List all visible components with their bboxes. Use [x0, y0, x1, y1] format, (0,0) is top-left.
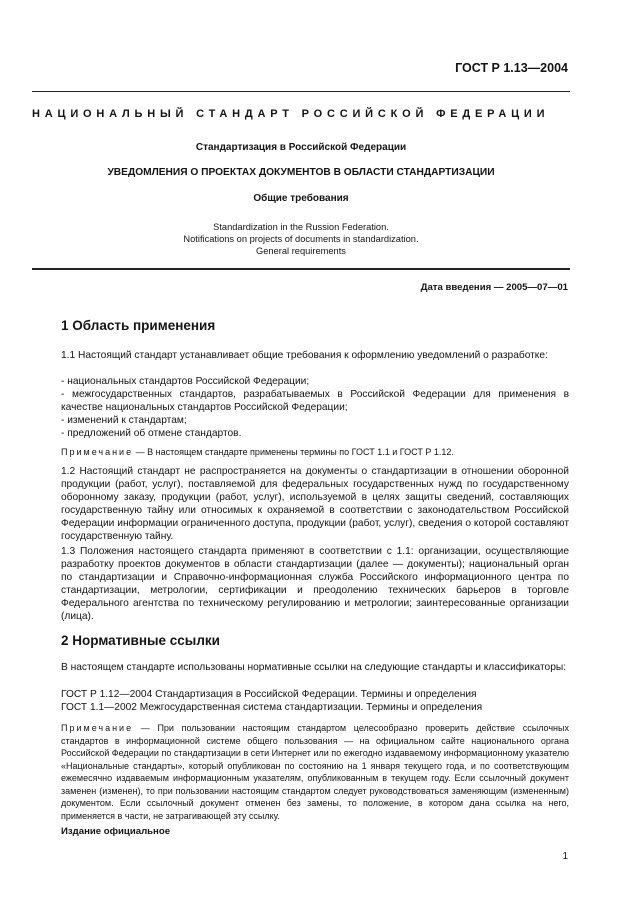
- reference-item: ГОСТ Р 1.12—2004 Стандартизация в Российской Федерации. Термины и определения: [61, 689, 477, 700]
- subtitle: Общие требования: [253, 193, 349, 204]
- note: [61, 446, 569, 459]
- national-standard-banner: НАЦИОНАЛЬНЫЙ СТАНДАРТ РОССИЙСКОЙ ФЕДЕРАЦИИ: [32, 108, 550, 120]
- note-label: Примечание: [61, 447, 134, 457]
- list-item: - изменений к стандартам;: [61, 415, 187, 426]
- section-heading: 2 Нормативные ссылки: [61, 633, 220, 648]
- list-item: - предложений об отмене стандартов.: [61, 428, 242, 439]
- paragraph-1-1: 1.1 Настоящий стандарт устанавливает общие требования к оформлению уведомлений о разработке:: [61, 350, 548, 361]
- document-code: ГОСТ Р 1.13—2004: [455, 61, 568, 75]
- page-number: 1: [562, 851, 568, 862]
- references-intro: В настоящем стандарте использованы нормативные ссылки на следующие стандарты и классификаторы:: [61, 662, 567, 673]
- note-label: Примечание: [61, 723, 134, 733]
- paragraph-1-2: 1.2 Настоящий стандарт не распространяется на документы о стандартизации в отношении оборонной продукции (работ, услуг), поставляемой для федеральных государственных нужд по государственному оборонному заказу, продукции (работ, услуг), используемой в целях защиты сведений, составляющих государственную тайну или относимых к охраняемой в соответствии с законодательством Российской Федерации информации ограниченного доступа, продукции (работ, услуг), сведения о которой составляют государственную тайну.: [61, 466, 569, 542]
- note-text: — При пользовании настоящим стандартом целесообразно проверить действие ссылочных стандартов в информационной системе общего пользования — на официальном сайте национального органа Российской Федерации по стандартизации в сети Интернет или по ежегодно издаваемому информационному указателю «Национальные стандарты», который опубликован по состоянию на 1 января текущего года, и по соответствующим ежемесячно издаваемым информационным указателям, опубликованным в текущем году. Если ссылочный документ заменен (изменен), то при пользовании настоящим стандартом следует руководствоваться заменяющим (измененным) документом. Если ссылочный документ отменен без замены, то положение, в котором дана ссылка на него, применяется в части, не затрагивающей эту ссылку.: [61, 723, 569, 821]
- edition-label: Издание официальное: [61, 826, 171, 837]
- note: [61, 722, 569, 822]
- series-title: Стандартизация в Российской Федерации: [195, 142, 407, 153]
- english-title-line: Notifications on projects of documents in standardization.: [183, 234, 419, 244]
- reference-item: ГОСТ 1.1—2002 Межгосударственная система стандартизации. Термины и определения: [61, 702, 483, 713]
- top-rule: [32, 91, 570, 92]
- main-title: УВЕДОМЛЕНИЯ О ПРОЕКТАХ ДОКУМЕНТОВ В ОБЛАСТИ СТАНДАРТИЗАЦИИ: [107, 167, 495, 178]
- intro-date: Дата введения — 2005—07—01: [420, 282, 568, 293]
- title-rule: [32, 268, 570, 270]
- paragraph-1-3: 1.3 Положения настоящего стандарта применяют в соответствии с 1.1: организации, осуществляющие разработку проектов документов в области стандартизации (далее — документы); национальный орган по стандартизации и Справочно-информационная служба Российского информационного центра по стандартизации, метрологии, сертификации и преодолению технических барьеров в торговле Федерального агентства по техническому регулированию и метрологии; заинтересованные организации (лица).: [61, 546, 569, 622]
- section-heading: 1 Область применения: [61, 318, 216, 333]
- list-item: - межгосударственных стандартов, разрабатываемых в Российской Федерации для применения в качестве национальных стандартов Российской Федерации;: [61, 389, 569, 413]
- list-item: - национальных стандартов Российской Федерации;: [61, 376, 310, 387]
- english-title-line: General requirements: [256, 246, 346, 256]
- note-text: — В настоящем стандарте применены термины по ГОСТ 1.1 и ГОСТ Р 1.12.: [133, 447, 454, 457]
- english-title-line: Standardization in the Russion Federation.: [213, 222, 389, 232]
